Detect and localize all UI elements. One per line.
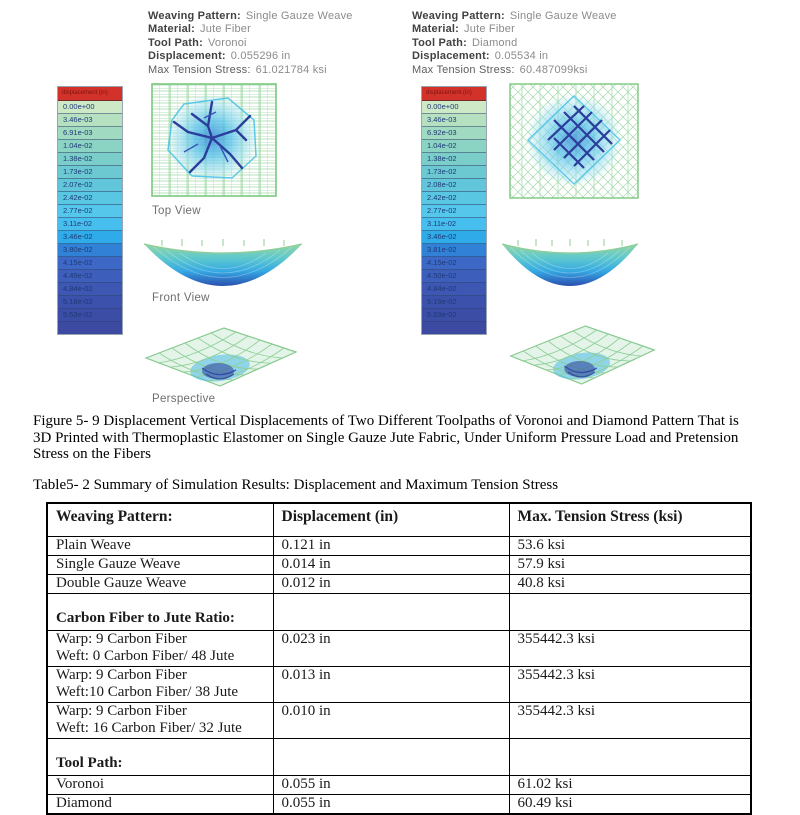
table-cell: 61.02 ksi [509, 775, 751, 794]
legend-cell: 0.00e+00 [422, 101, 486, 114]
weaving-pattern-value: Single Gauze Weave [245, 10, 353, 22]
header-line [412, 10, 617, 23]
legend-cell: 3.11e-02 [58, 218, 122, 231]
top-view-mesh-diamond [508, 82, 640, 200]
panel-header-diamond [412, 10, 617, 77]
legend-cell: 2.77e-02 [58, 205, 122, 218]
weaving-pattern-value: Single Gauze Weave [509, 10, 617, 22]
table-cell: 0.012 in [273, 574, 509, 593]
table-cell: Plain Weave [47, 536, 273, 555]
weaving-pattern-label: Weaving Pattern: [148, 10, 241, 22]
tool-path-label: Tool Path: [412, 36, 467, 49]
header-line [148, 50, 353, 63]
perspective-mesh-diamond [505, 314, 660, 388]
legend-cell: 3.46e-02 [58, 231, 122, 244]
table-cell: Voronoi [47, 775, 273, 794]
results-table-body [47, 536, 751, 814]
table-cell: Carbon Fiber to Jute Ratio: [47, 593, 273, 630]
legend-cell: 4.50e-02 [422, 270, 486, 283]
displacement-value: 0.055296 in [230, 50, 291, 63]
table-cell: 0.010 in [273, 702, 509, 738]
table-cell: 60.49 ksi [509, 794, 751, 814]
header-line [412, 64, 617, 77]
table-cell: 57.9 ksi [509, 555, 751, 574]
table-cell: 0.023 in [273, 630, 509, 666]
legend-cell: 3.81e-02 [422, 244, 486, 257]
table-row [47, 555, 751, 574]
legend-cell: 4.49e-02 [58, 270, 122, 283]
front-view-mesh-diamond [500, 238, 640, 296]
header-line [148, 64, 353, 77]
table-cell [509, 738, 751, 775]
view-label-perspective: Perspective [152, 393, 216, 405]
header-line [148, 37, 353, 50]
legend-cell: 4.84e-02 [58, 283, 122, 296]
table-cell: Diamond [47, 794, 273, 814]
table-row [47, 574, 751, 593]
legend-cell: 5.19e-02 [422, 296, 486, 309]
front-view-mesh-voronoi [142, 238, 304, 296]
table-cell: 0.055 in [273, 794, 509, 814]
table-caption: Table5- 2 Summary of Simulation Results: Displacement and Maximum Tension Stress [33, 477, 559, 493]
table-cell: Warp: 9 Carbon Fiber Weft: 0 Carbon Fiber/ 48 Jute [47, 630, 273, 666]
material-value: Jute Fiber [200, 23, 251, 36]
tool-path-label: Tool Path: [148, 36, 203, 49]
table-cell: Warp: 9 Carbon Fiber Weft:10 Carbon Fiber/ 38 Jute [47, 666, 273, 702]
table-cell: 0.121 in [273, 536, 509, 555]
legend-cell: 2.42e-02 [58, 192, 122, 205]
table-cell: 0.014 in [273, 555, 509, 574]
displacement-legend-voronoi [57, 86, 123, 335]
legend-cell: 1.73e-02 [422, 166, 486, 179]
top-view-mesh-voronoi [150, 82, 278, 198]
table-cell: Warp: 9 Carbon Fiber Weft: 16 Carbon Fiber/ 32 Jute [47, 702, 273, 738]
table-header-row [47, 503, 751, 536]
material-label: Material: [412, 23, 460, 36]
displacement-label: Displacement: [412, 50, 490, 63]
header-line [412, 50, 617, 63]
header-cell-max-stress: Max. Tension Stress (ksi) [509, 503, 751, 536]
max-stress-value: 61.021784 ksi [255, 63, 327, 76]
legend-bottom-cell [422, 322, 486, 334]
legend-cell: 1.38e-02 [58, 153, 122, 166]
legend-cell: 0.00e+00 [58, 101, 122, 114]
max-stress-value: 60.487099ksi [519, 63, 588, 76]
table-row [47, 794, 751, 814]
legend-cell: 5.53e-02 [58, 309, 122, 322]
table-cell: 355442.3 ksi [509, 666, 751, 702]
table-row [47, 593, 751, 630]
max-stress-label: Max Tension Stress: [412, 63, 515, 76]
displacement-value: 0.05534 in [494, 50, 549, 63]
table-cell [273, 593, 509, 630]
legend-cell: 5.53e-02 [422, 309, 486, 322]
figure-caption: Figure 5- 9 Displacement Vertical Displacements of Two Different Toolpaths of Voronoi and Diamond Pattern That is 3D Printed with Thermoplastic Elastomer on Single Gauze Jute Fabric, Under Uniform Pressure Load and Pretension Stress on the Fibers [33, 413, 739, 462]
header-cell-displacement: Displacement (in) [273, 503, 509, 536]
legend-cell: 6.91e-03 [58, 127, 122, 140]
legend-cell: 4.15e-02 [58, 257, 122, 270]
table-cell [273, 738, 509, 775]
table-row [47, 666, 751, 702]
table-cell: 53.6 ksi [509, 536, 751, 555]
perspective-mesh-voronoi [140, 316, 302, 390]
table-cell: Tool Path: [47, 738, 273, 775]
legend-cell: 2.07e-02 [58, 179, 122, 192]
legend-cell: 1.04e-02 [58, 140, 122, 153]
legend-cell: 1.73e-02 [58, 166, 122, 179]
table-cell: 0.055 in [273, 775, 509, 794]
legend-cell: 3.46e-02 [422, 231, 486, 244]
view-label-front: Front View [152, 292, 210, 304]
tool-path-value: Voronoi [207, 36, 247, 49]
view-label-top: Top View [152, 205, 201, 217]
table-row [47, 536, 751, 555]
displacement-label: Displacement: [148, 50, 226, 63]
legend-cell: 3.46e-03 [58, 114, 122, 127]
header-line [148, 10, 353, 23]
table-cell: Single Gauze Weave [47, 555, 273, 574]
legend-cell: 2.08e-02 [422, 179, 486, 192]
header-line [412, 37, 617, 50]
material-value: Jute Fiber [464, 23, 515, 36]
header-line [148, 23, 353, 36]
header-line [412, 23, 617, 36]
max-stress-label: Max Tension Stress: [148, 63, 251, 76]
header-cell-weaving-pattern: Weaving Pattern: [47, 503, 273, 536]
legend-cell: 2.77e-02 [422, 205, 486, 218]
legend-body [422, 101, 486, 334]
table-cell: 355442.3 ksi [509, 630, 751, 666]
table-row [47, 775, 751, 794]
legend-title: displacement (in) [422, 87, 486, 101]
legend-cell: 1.38e-02 [422, 153, 486, 166]
legend-cell: 4.84e-02 [422, 283, 486, 296]
table-row [47, 702, 751, 738]
legend-cell: 4.15e-02 [422, 257, 486, 270]
legend-cell: 6.92e-03 [422, 127, 486, 140]
legend-cell: 1.04e-02 [422, 140, 486, 153]
legend-cell: 3.46e-03 [422, 114, 486, 127]
table-cell: 0.013 in [273, 666, 509, 702]
material-label: Material: [148, 23, 196, 36]
table-cell: 40.8 ksi [509, 574, 751, 593]
legend-title: displacement (in) [58, 87, 122, 101]
panel-header-voronoi [148, 10, 353, 77]
table-row [47, 630, 751, 666]
table-cell [509, 593, 751, 630]
legend-cell: 3.11e-02 [422, 218, 486, 231]
legend-bottom-cell [58, 322, 122, 334]
table-row [47, 738, 751, 775]
legend-cell: 5.18e-02 [58, 296, 122, 309]
table-cell: 355442.3 ksi [509, 702, 751, 738]
legend-body [58, 101, 122, 334]
legend-cell: 3.80e-02 [58, 244, 122, 257]
legend-cell: 2.42e-02 [422, 192, 486, 205]
table-cell: Double Gauze Weave [47, 574, 273, 593]
tool-path-value: Diamond [471, 36, 518, 49]
results-table [46, 502, 752, 815]
weaving-pattern-label: Weaving Pattern: [412, 10, 505, 22]
displacement-legend-diamond [421, 86, 487, 335]
